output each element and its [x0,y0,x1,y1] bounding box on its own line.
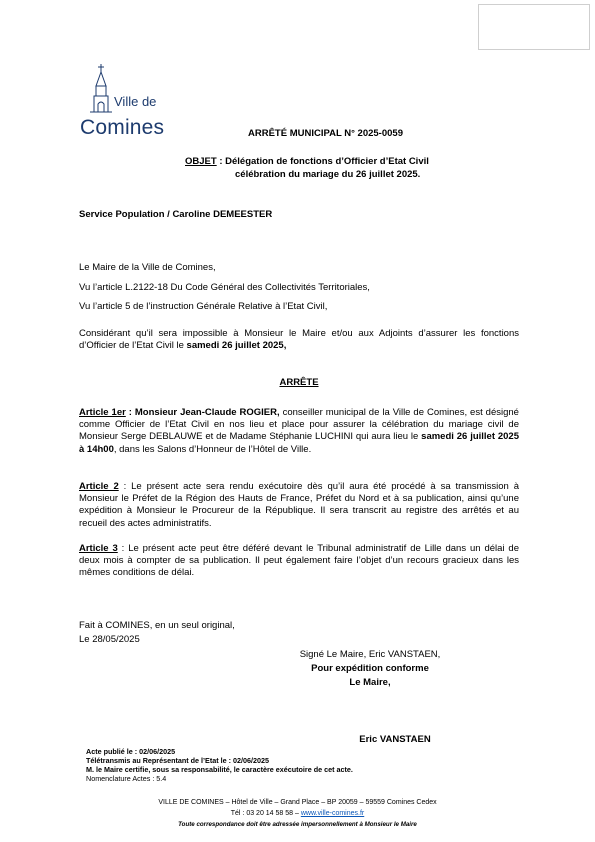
meta-certify: M. le Maire certifie, sous sa responsabilité, le caractère exécutoire de cet acte. [86,765,353,774]
meta-block [86,747,353,783]
article-2-label: Article 2 [79,481,119,492]
logo-ville-de: Ville de [114,94,157,109]
considerant-text: Considérant qu’il sera impossible à Monsieur le Maire et/ou aux Adjoints d’assurer les fonctions d’Officier de l’Etat Civil le [79,328,519,352]
article-1-person: Monsieur Jean-Claude ROGIER, [134,407,280,418]
article-1-sep: : [125,407,135,418]
logo-comines: Comines [80,116,165,139]
article-1 [79,407,519,456]
meta-published: Acte publié le : 02/06/2025 [86,747,176,756]
meta-transmitted: Télétransmis au Représentant de l’Etat le : 02/06/2025 [86,756,269,765]
article-3-text: : Le présent acte peut être déféré devant le Tribunal administratif de Lille dans un délai de deux mois à compter de sa publication. Il peut également faire l’objet d’un recours gracieux dans les mêmes conditions de délai. [79,543,519,579]
considerant-paragraph [79,328,519,352]
signature-signed: Signé Le Maire, Eric VANSTAEN, [299,649,441,660]
objet-sep: : [216,156,226,167]
fait-date: Le 28/05/2025 [79,634,140,645]
footer-contact [0,809,595,818]
church-tower-icon [86,64,116,114]
fait-line1: Fait à COMINES, en un seul original, [79,620,235,631]
footer-website-link[interactable]: www.ville-comines.fr [300,810,365,817]
article-1-text1: conseiller municipal de la Ville de Comines, est désigné comme Officier de l’Etat Civil en nos lieu et place pour assurer la célébration du mariage civil de Monsieur Serge DEBLAUWE et de Madame Stéphanie LUCHINI qui aura lieu le [79,407,519,443]
arrete-heading: ARRÊTE [279,377,319,388]
article-1-text2: , dans les Salons d’Honneur de l’Hôtel de Ville. [113,443,312,455]
service-line: Service Population / Caroline DEMEESTER [79,209,273,220]
article-1-label: Article 1er [79,407,126,418]
objet-block [185,155,429,181]
footer-note: Toute correspondance doit être adressée impersonnellement à Monsieur le Maire [178,821,417,828]
preamble-mayor: Le Maire de la Ville de Comines, [79,262,216,273]
signature-le-maire: Le Maire, [349,677,391,688]
article-2-text: : Le présent acte sera rendu exécutoire dès qu’il aura été procédé à sa transmission à Monsieur le Préfet de la Région des Hauts de France, Préfet du Nord et à sa publication, ainsi qu’une expédition à Monsieur le Procureur de la République. Il sera transcrit au registre des arrêtés et au recueil des actes administratifs. [79,481,519,529]
objet-line1: Délégation de fonctions d’Officier d’Etat Civil [225,156,429,167]
objet-line2: célébration du mariage du 26 juillet 2025. [235,169,421,180]
document-title: ARRÊTÉ MUNICIPAL N° 2025-0059 [248,128,403,139]
signature-expedition: Pour expédition conforme [311,663,429,674]
article-3-label: Article 3 [79,543,118,554]
stamp-box [478,4,590,50]
footer-address: VILLE DE COMINES – Hôtel de Ville – Grand Place – BP 20059 – 59559 Comines Cedex [158,799,437,806]
article-1-when: samedi 26 juillet 2025 à 14h00 [79,431,519,455]
article-3 [79,543,519,580]
preamble-article-cgct: Vu l’article L.2122-18 Du Code Général des Collectivités Territoriales, [79,282,370,293]
considerant-date: samedi 26 juillet 2025, [186,340,287,352]
signature-name: Eric VANSTAEN [359,734,431,745]
preamble-article-igrec: Vu l’article 5 de l’instruction Générale Relative à l’Etat Civil, [79,301,328,312]
footer-phone: Tél : 03 20 14 58 58 – [230,810,301,817]
objet-label: OBJET [185,156,217,167]
meta-nomenclature: Nomenclature Actes : 5.4 [86,774,167,783]
article-2 [79,481,519,530]
